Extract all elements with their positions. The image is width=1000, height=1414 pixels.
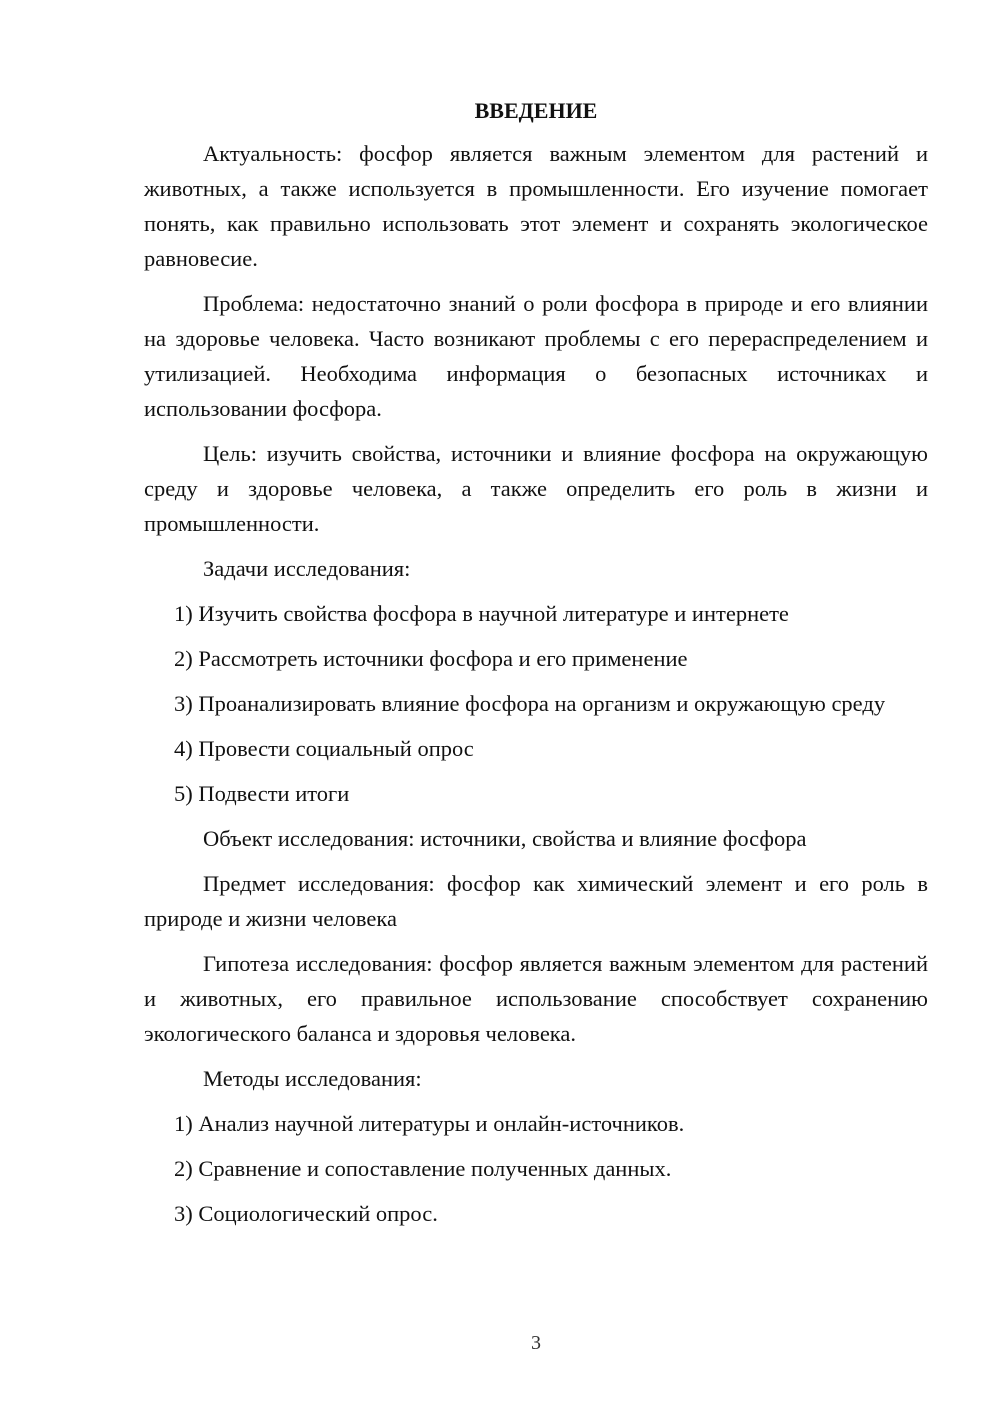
paragraph-methods-title: Методы исследования: (203, 1066, 422, 1091)
task-item: 3) Проанализировать влияние фосфора на организм и окружающую среду (174, 691, 886, 716)
paragraph-hypothesis: Гипотеза исследования: фосфор является важным элементом для растений и животных, его правильное использование способствует сохранению экологического баланса и здоровья человека. (144, 951, 928, 1046)
method-item: 1) Анализ научной литературы и онлайн-источников. (174, 1111, 685, 1136)
paragraph-problem: Проблема: недостаточно знаний о роли фосфора в природе и его влиянии на здоровье человека. Часто возникают проблемы с его перераспределением и утилизацией. Необходима информация о безопасных источниках и использовании фосфора. (144, 291, 928, 421)
page-number: 3 (531, 1332, 541, 1354)
method-item: 2) Сравнение и сопоставление полученных данных. (174, 1156, 672, 1181)
paragraph-relevance: Актуальность: фосфор является важным элементом для растений и животных, а также используется в промышленности. Его изучение помогает понять, как правильно использовать этот элемент и сохранять экологическое равновесие. (144, 141, 928, 271)
task-item: 4) Провести социальный опрос (174, 736, 474, 761)
method-item: 3) Социологический опрос. (174, 1201, 438, 1226)
task-item: 1) Изучить свойства фосфора в научной литературе и интернете (174, 601, 789, 626)
paragraph-goal: Цель: изучить свойства, источники и влияние фосфора на окружающую среду и здоровье человека, а также определить его роль в жизни и промышленности. (144, 441, 928, 536)
paragraph-tasks-title: Задачи исследования: (203, 556, 411, 581)
paragraph-subject: Предмет исследования: фосфор как химический элемент и его роль в природе и жизни человека (144, 871, 928, 931)
section-heading: ВВЕДЕНИЕ (474, 98, 598, 123)
page-content (144, 94, 928, 1241)
task-item: 5) Подвести итоги (174, 781, 350, 806)
paragraph-object: Объект исследования: источники, свойства и влияние фосфора (203, 826, 807, 851)
task-item: 2) Рассмотреть источники фосфора и его применение (174, 646, 688, 671)
